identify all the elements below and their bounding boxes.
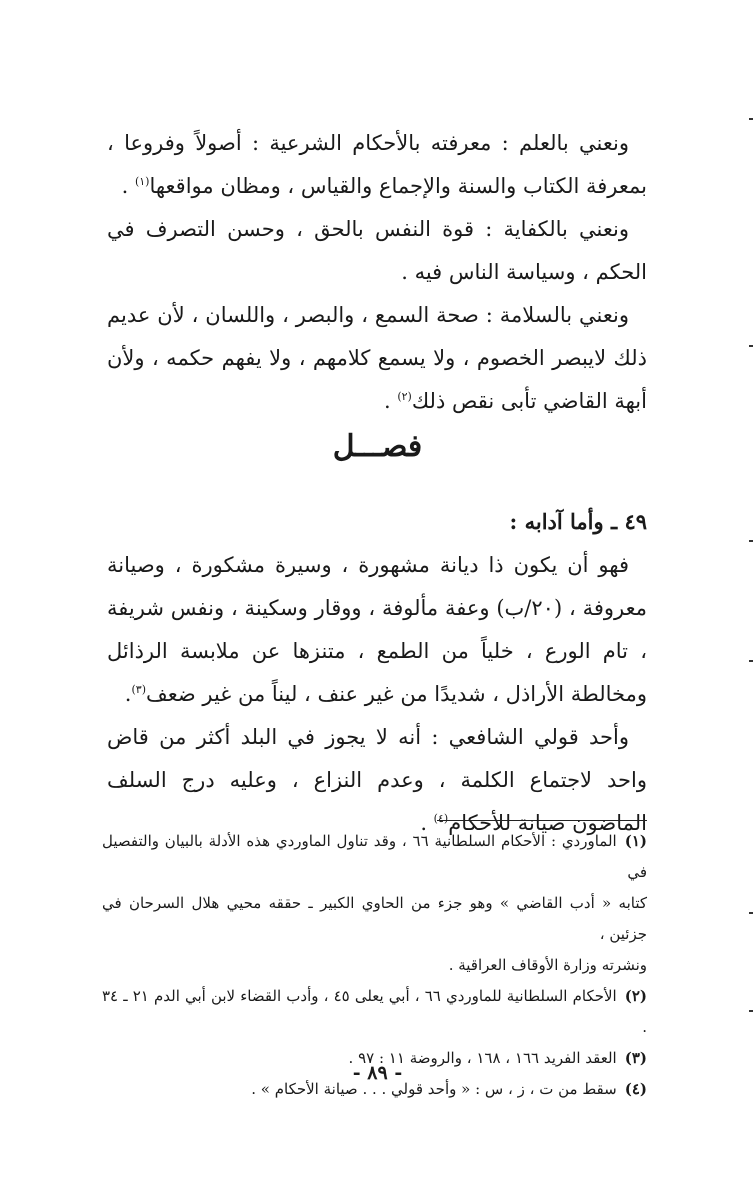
margin-mark [749, 118, 753, 120]
paragraph-end: . [420, 811, 434, 835]
margin-mark [749, 912, 753, 914]
section-number: ٤٩ ـ [610, 509, 647, 534]
paragraph-end: . [124, 682, 132, 706]
page-number: - ٨٩ - [352, 1062, 403, 1084]
footnote-text-continued: كتابه « أدب القاضي » وهو جزء من الحاوي الكبير ـ حققه محيي هلال السرحان في جزئين ، [102, 894, 647, 943]
paragraph-text: ونعني بالكفاية : قوة النفس بالحق ، وحسن التصرف في الحكم ، وسياسة الناس فيه . [107, 217, 647, 284]
text-block-upper [107, 122, 647, 423]
margin-mark [749, 1010, 753, 1012]
footnote-ref-4[interactable]: (٤) [433, 812, 449, 825]
footnote-1 [102, 826, 647, 981]
footnote-number: (١) [624, 832, 647, 850]
margin-mark [749, 345, 753, 347]
margin-mark [749, 660, 753, 662]
section-title-line [107, 500, 647, 544]
footnote-ref-3[interactable]: (٣) [131, 683, 146, 696]
paragraph-end: . [121, 174, 135, 198]
footnote-ref-1[interactable]: (١) [134, 175, 150, 188]
footnote-text-continued: ونشرته وزارة الأوقاف العراقية . [448, 956, 647, 974]
footnote-2 [102, 981, 647, 1043]
footnote-text: العقد الفريد ١٦٦ ، ١٦٨ ، والروضة ١١ : ٩٧ . [348, 1049, 617, 1067]
paragraph-text: وأحد قولي الشافعي : أنه لا يجوز في البلد أكثر من قاض واحد لاجتماع الكلمة ، وعدم النزاع ، وعليه درج السلف الماضون صيانة للأحكام [107, 725, 647, 835]
footnote-text: الأحكام السلطانية للماوردي ٦٦ ، أبي يعلى ٤٥ ، وأدب القضاء لابن أبي الدم ٢١ ـ ٣٤ . [102, 987, 647, 1036]
paragraph-knowledge [107, 122, 647, 208]
footnote-number: (٤) [624, 1080, 647, 1098]
margin-mark [749, 540, 753, 542]
footnote-number: (٢) [624, 987, 648, 1005]
paragraph-soundness [107, 294, 647, 423]
section-heading: فصـــل [332, 429, 423, 464]
paragraph-competence [107, 208, 647, 294]
section-title: وأما آدابه : [509, 509, 611, 534]
paragraph-text: فهو أن يكون ذا ديانة مشهورة ، وسيرة مشكورة ، وصيانة معروفة ، (٢٠/ب) وعفة مألوفة ، ووقار وسكينة ، ونفس شريفة ، تام الورع ، خلياً من الطمع ، متنزها عن ملابسة الرذائل ومخالطة الأراذل ، شديدًا من غير عنف ، ليناً من غير ضعف [107, 553, 647, 706]
text-block-lower [107, 500, 647, 845]
footnote-text: الماوردي : الأحكام السلطانية ٦٦ ، وقد تناول الماوردي هذه الأدلة بالبيان والتفصيل في [102, 832, 647, 881]
footnote-text: سقط من ت ، ز ، س : « وأحد قولي . . . صيانة الأحكام » . [251, 1080, 617, 1098]
footnote-divider [437, 820, 647, 821]
paragraph-end: . [383, 389, 398, 413]
paragraph-manners [107, 544, 647, 716]
paragraph-text: ونعني بالسلامة : صحة السمع ، والبصر ، واللسان ، لأن عديم ذلك لايبصر الخصوم ، ولا يسمع كلامهم ، ولا يفهم حكمه ، ولأن أبهة القاضي تأبى نقص ذلك [107, 303, 647, 413]
footnote-ref-2[interactable]: (٢) [397, 390, 412, 403]
footnote-number: (٣) [624, 1049, 647, 1067]
paragraph-text: ونعني بالعلم : معرفته بالأحكام الشرعية : أصولاً وفروعا ، بمعرفة الكتاب والسنة والإجماع والقياس ، ومظان مواقعها [107, 131, 647, 198]
